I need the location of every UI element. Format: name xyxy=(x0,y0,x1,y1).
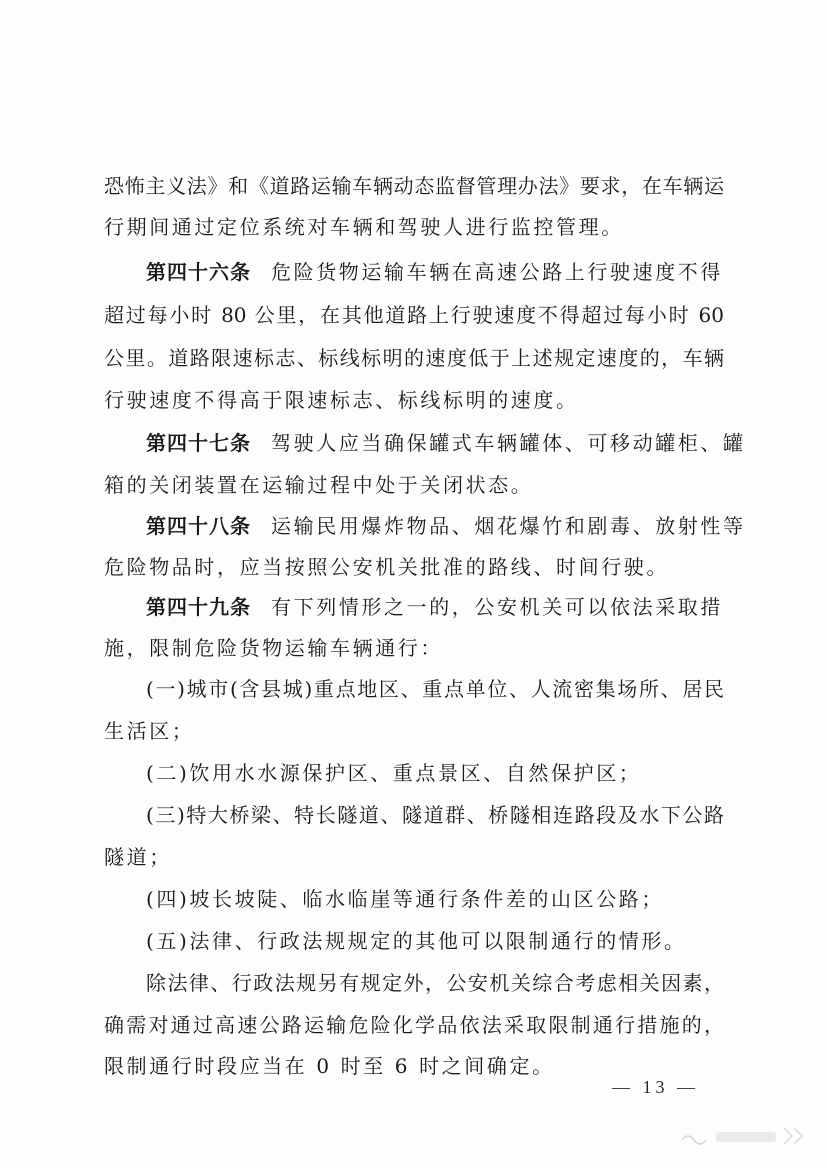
text-line: 超过每小时 80 公里，在其他道路上行驶速度不得超过每小时 60 xyxy=(104,303,724,327)
text-span: 驾驶人应当确保罐式车辆罐体、可移动罐柜、罐 xyxy=(271,431,746,455)
article-49-heading: 第四十九条 xyxy=(146,595,251,619)
list-item-4: (四)坡长坡陡、临水临崖等通行条件差的山区公路； xyxy=(146,887,665,911)
article-47-heading: 第四十七条 xyxy=(146,431,251,455)
text-line: 恐怖主义法》和《道路运输车辆动态监督管理办法》要求，在车辆运 xyxy=(104,174,724,198)
list-item-1-line-1: (一)城市(含县城)重点地区、重点单位、人流密集场所、居民 xyxy=(146,677,724,701)
text-line: 行驶速度不得高于限速标志、标线标明的速度。 xyxy=(104,388,579,412)
article-49-line-1 xyxy=(146,593,723,621)
text-line: 危险物品时，应当按照公安机关批准的路线、时间行驶。 xyxy=(104,555,669,579)
text-span: 危险货物运输车辆在高速公路上行驶速度不得 xyxy=(271,260,723,284)
text-span: 有下列情形之一的，公安机关可以依法采取措 xyxy=(271,595,723,619)
watermark-logo-icon xyxy=(676,1120,816,1154)
article-46-heading: 第四十六条 xyxy=(146,260,251,284)
article-46-line-1 xyxy=(146,258,723,286)
text-line: 公里。道路限速标志、标线标明的速度低于上述规定速度的，车辆 xyxy=(104,346,724,370)
text-line: 限制通行时段应当在 0 时至 6 时之间确定。 xyxy=(104,1054,555,1078)
text-line: 箱的关闭装置在运输过程中处于关闭状态。 xyxy=(104,473,534,497)
list-item-3-line-1: (三)特大桥梁、特长隧道、隧道群、桥隧相连路段及水下公路 xyxy=(146,803,724,827)
text-line: 生活区； xyxy=(104,719,195,743)
page-number: — 13 — xyxy=(612,1077,699,1097)
text-line: 隧道； xyxy=(104,845,172,869)
text-line: 确需对通过高速公路运输危险化学品依法采取限制通行措施的， xyxy=(104,1013,724,1037)
text-span: 运输民用爆炸物品、烟花爆竹和剧毒、放射性等 xyxy=(271,514,746,538)
article-48-heading: 第四十八条 xyxy=(146,514,251,538)
article-48-line-1 xyxy=(146,512,746,540)
list-item-5: (五)法律、行政法规规定的其他可以限制通行的情形。 xyxy=(146,929,687,953)
article-47-line-1 xyxy=(146,429,746,457)
text-line: 行期间通过定位系统对车辆和驾驶人进行监控管理。 xyxy=(104,215,624,239)
text-line: 施，限制危险货物运输车辆通行： xyxy=(104,636,443,660)
text-line: 除法律、行政法规另有规定外，公安机关综合考虑相关因素， xyxy=(146,971,724,995)
list-item-2: (二)饮用水水源保护区、重点景区、自然保护区； xyxy=(146,761,642,785)
